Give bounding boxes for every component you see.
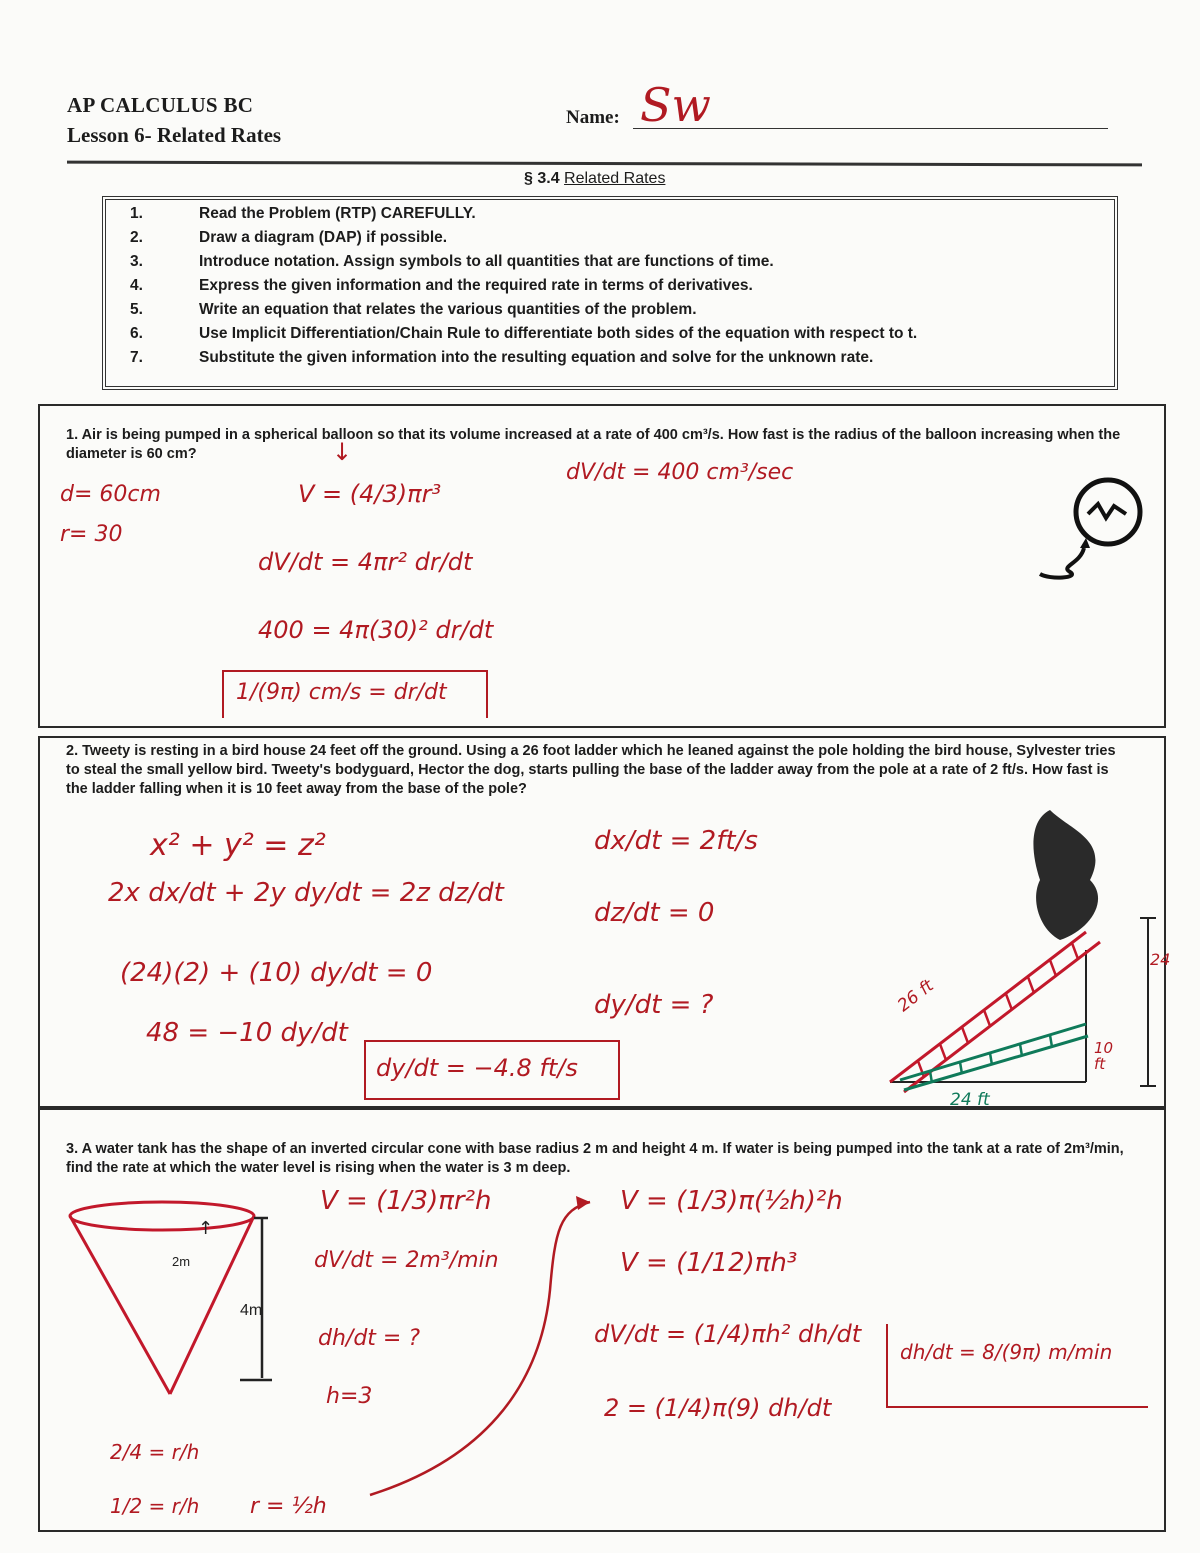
p2-answer: dy/dt = −4.8 ft/s [376, 1054, 578, 1082]
problem-1-text: 1. Air is being pumped in a spherical balloon so that its volume increased at a rate of 400 cm³/s. How fast is the radius of the balloon increasing when the diameter is 60 cm? [66, 427, 1121, 462]
course-title: AP CALCULUS BC [67, 93, 254, 117]
p3-height-label: 4m [240, 1302, 263, 1319]
p3-given-rate: dV/dt = 2m³/min [314, 1248, 499, 1273]
p1-radius: r= 30 [60, 522, 123, 547]
steps-box: 1. Read the Problem (RTP) CAREFULLY. 2. Draw a diagram (DAP) if possible. 3. Introduce notation. Assign symbols to all quantities that are functions of time. 4. Express the given information and the required rate in terms of derivatives. 5. Write an equation that relates the various quantities of the problem. 6. Use Implicit Differentiation/Chain Rule to differentiate both sides of the equation with respect to t. 7. Substitute the given information into the resulting equation and solve for the unknown rate. [102, 196, 1118, 390]
p3-answer-box [886, 1324, 1148, 1408]
p1-answer: 1/(9π) cm/s = dr/dt [236, 680, 447, 705]
p1-volume-formula: V = (4/3)πr³ [298, 480, 442, 508]
p1-substitution: 400 = 4π(30)² dr/dt [258, 616, 494, 644]
p2-given-dx: dx/dt = 2ft/s [594, 826, 758, 856]
p2-substitution: (24)(2) + (10) dy/dt = 0 [120, 958, 433, 988]
p2-simplified: 48 = −10 dy/dt [146, 1018, 348, 1048]
p2-height-label: 24 [1150, 950, 1171, 969]
p3-radius-label: 2m [172, 1254, 191, 1269]
problem-2-text: 2. Tweety is resting in a bird house 24 feet off the ground. Using a 26 foot ladder which he leaned against the pole holding the bird house, Sylvester tries to steal the small yellow bird. Tweety's bodyguard, Hector the dog, starts pulling the base of the ladder away from the pole at a rate of 2 ft/s. How fast is the ladder falling when it is 10 feet away from the base of the pole? [66, 743, 1116, 797]
p3-volume-formula: V = (1/3)πr²h [320, 1186, 492, 1216]
p3-substituted-volume: V = (1/3)π(½h)²h [620, 1186, 843, 1216]
p2-small-label: 10 ft [1094, 1039, 1114, 1073]
p1-derivative: dV/dt = 4πr² dr/dt [258, 548, 473, 576]
balloon-sketch [1030, 468, 1150, 588]
p3-ratio-2: 1/2 = r/h [110, 1494, 200, 1518]
p2-given-dz: dz/dt = 0 [594, 898, 715, 928]
p3-unknown-rate: dh/dt = ? [318, 1326, 421, 1351]
p1-given-rate: dV/dt = 400 cm³/sec [566, 460, 794, 485]
p3-simplified-volume: V = (1/12)πh³ [620, 1248, 798, 1278]
p3-derivative: dV/dt = (1/4)πh² dh/dt [594, 1320, 862, 1348]
name-line [633, 128, 1108, 129]
p2-ladder-label: 26 ft [894, 975, 938, 1017]
p2-unknown-dy: dy/dt = ? [594, 990, 714, 1020]
p3-ratio-1: 2/4 = r/h [110, 1440, 200, 1464]
p1-diameter: d= 60cm [60, 482, 161, 507]
header-rule [67, 161, 1142, 167]
p3-plug-in: 2 = (1/4)π(9) dh/dt [604, 1394, 832, 1422]
lesson-title: Lesson 6- Related Rates [67, 123, 282, 147]
name-label: Name: [566, 107, 620, 128]
substitution-arrow-icon [360, 1190, 610, 1510]
p3-r-substitution: r = ½h [250, 1494, 327, 1519]
section-heading: § 3.4 Related Rates [524, 170, 666, 187]
name-signature: Sw [640, 78, 711, 132]
p2-base-label: 24 ft [950, 1090, 990, 1110]
p2-pythagorean: x² + y² = z² [150, 828, 326, 863]
p3-answer: dh/dt = 8/(9π) m/min [900, 1340, 1113, 1364]
p3-depth: h=3 [326, 1384, 373, 1409]
problem-3-text: 3. A water tank has the shape of an inverted circular cone with base radius 2 m and height 4 m. If water is being pumped into the tank at a rate of 2m³/min, find the rate at which the water level is rising when the water is 3 m deep. [66, 1141, 1124, 1176]
down-arrow-icon: ↓ [332, 438, 353, 466]
p2-implicit-diff: 2x dx/dt + 2y dy/dt = 2z dz/dt [108, 878, 504, 908]
svg-text:↑: ↑ [198, 1218, 214, 1239]
